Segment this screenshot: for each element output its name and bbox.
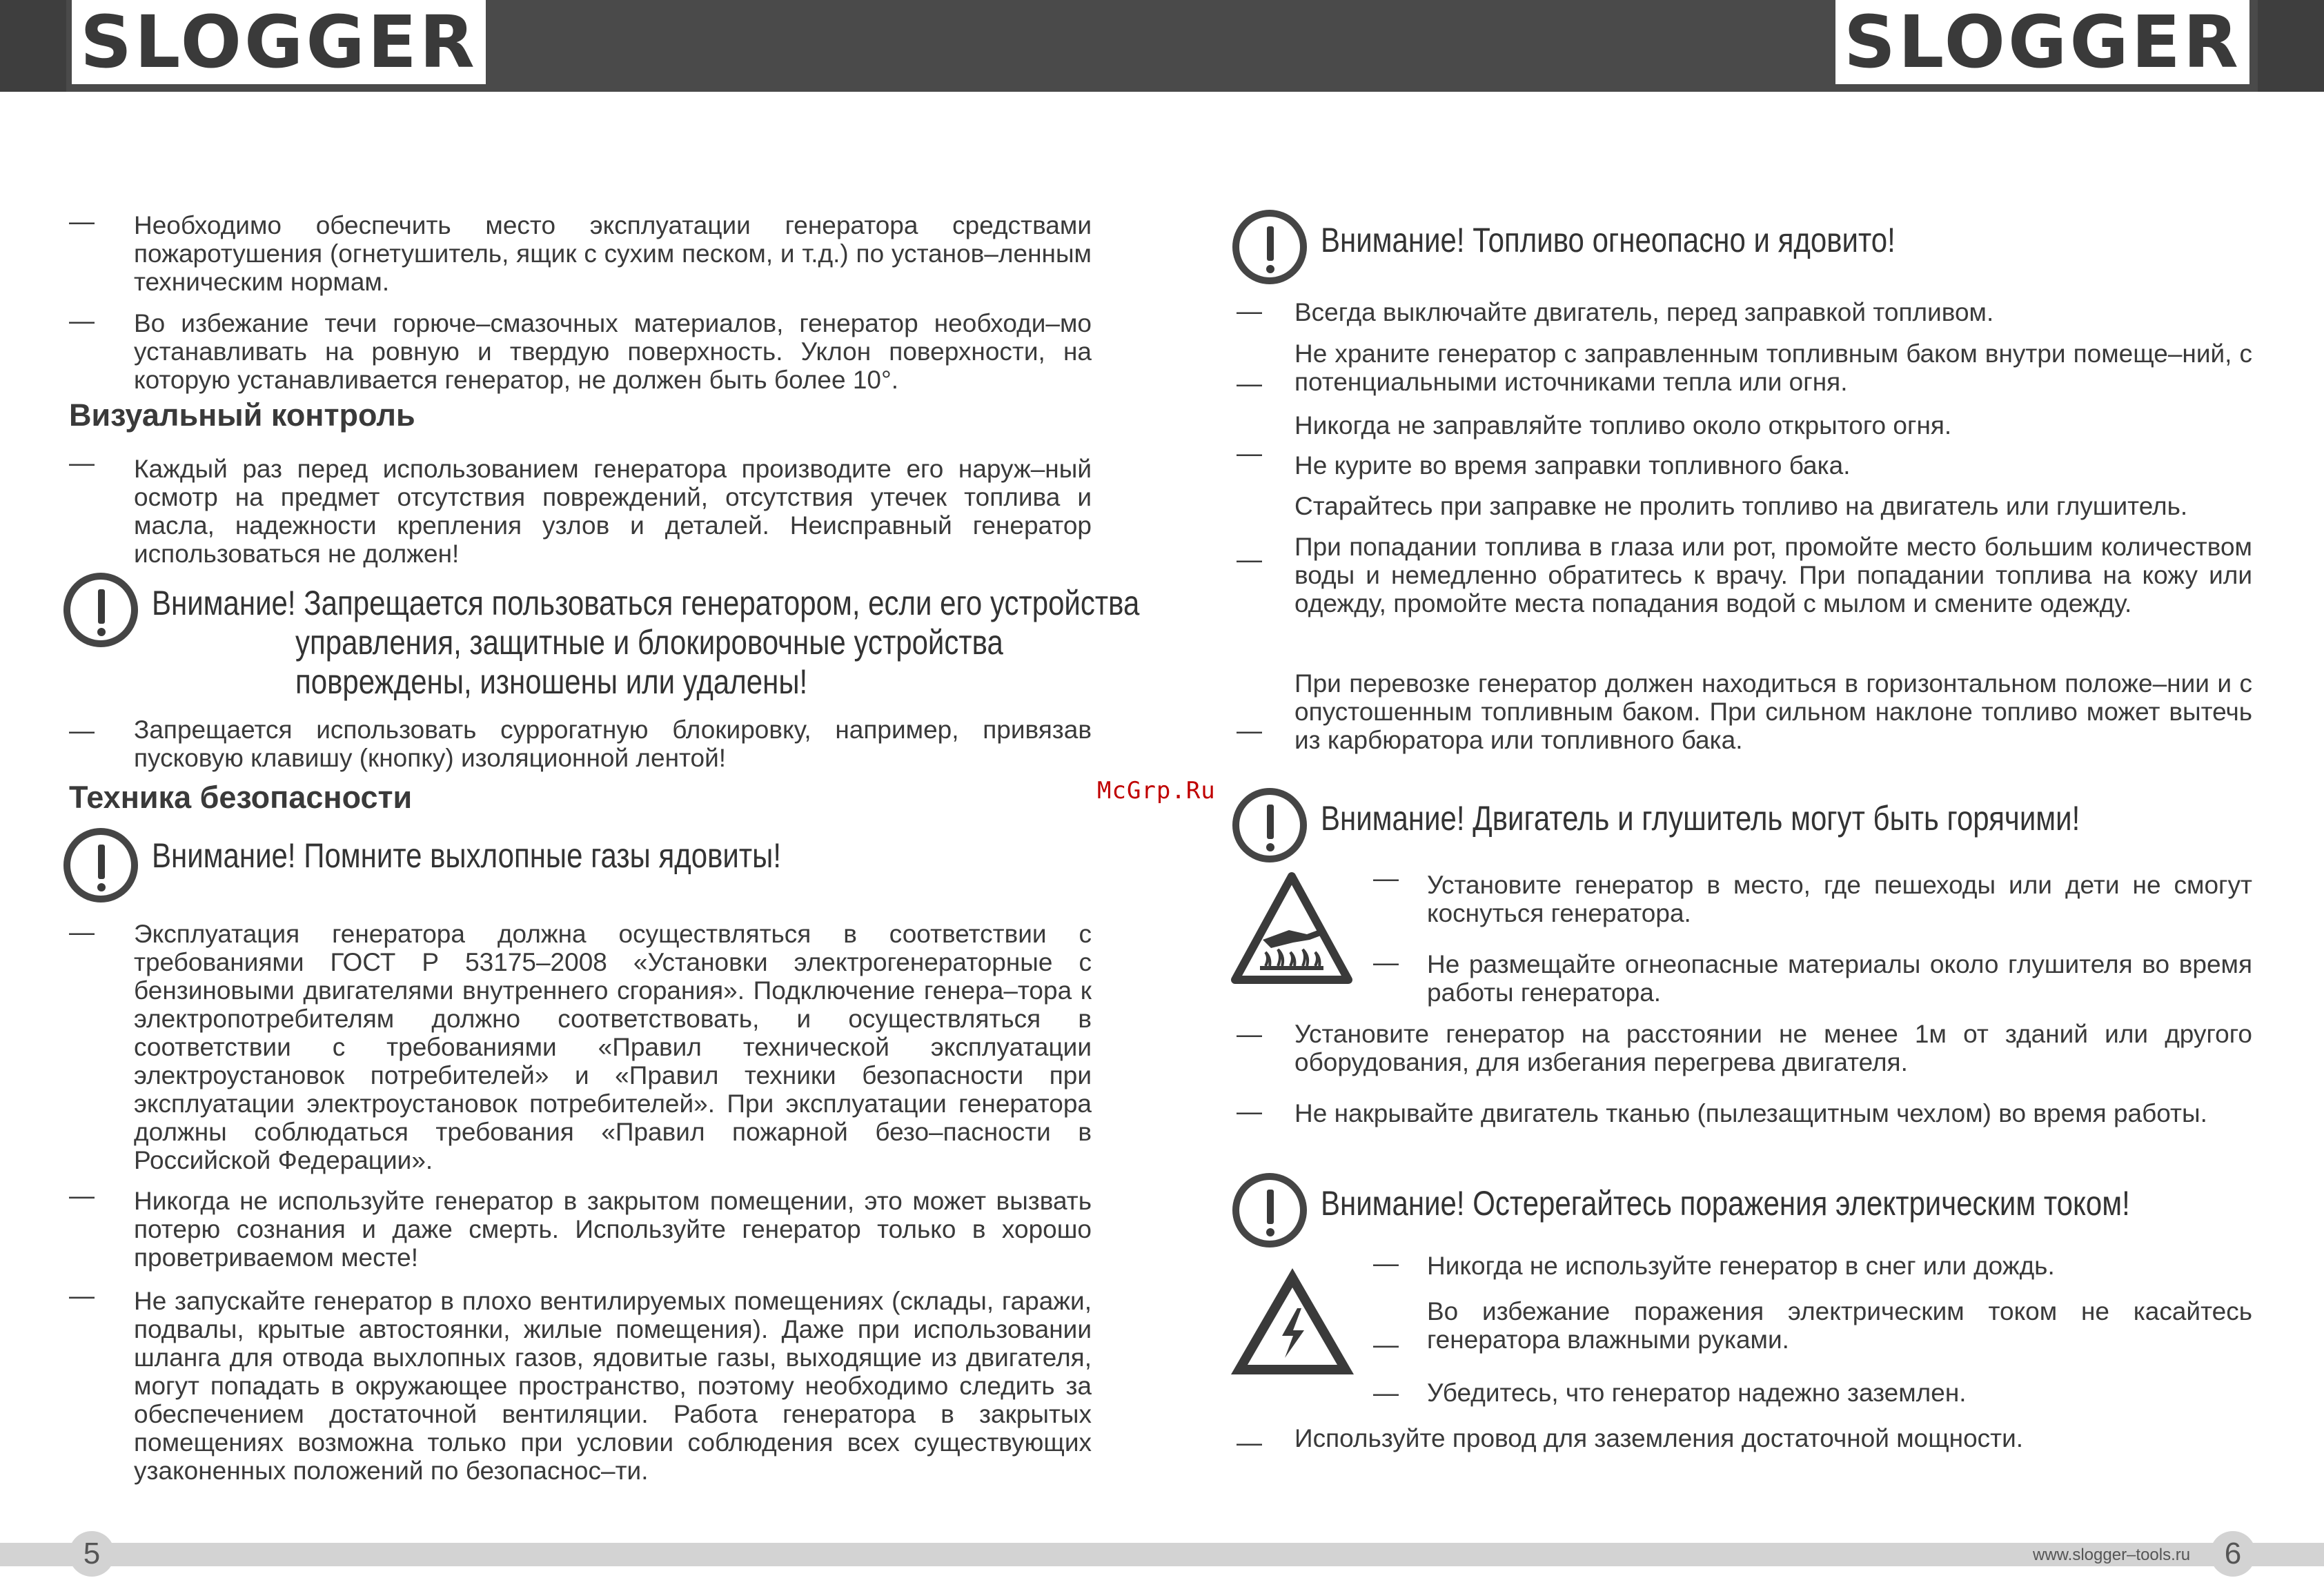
hot-surface-warning-icon bbox=[1230, 871, 1354, 987]
bullet-dash: — bbox=[1237, 716, 1262, 744]
bullet-dash: — bbox=[69, 1181, 95, 1210]
list-item: Во избежание поражения электрическим током не касайтесь генератора влажными руками. bbox=[1427, 1297, 2252, 1354]
bullet-dash: — bbox=[1237, 297, 1262, 325]
bullet-dash: — bbox=[1373, 1249, 1399, 1277]
watermark: McGrp.Ru bbox=[1097, 777, 1216, 805]
header-right-tab bbox=[2258, 0, 2324, 92]
electric-shock-warning-icon bbox=[1227, 1264, 1358, 1379]
logo-left: SLOGGER bbox=[72, 0, 486, 84]
list-item: При перевозке генератор должен находиться в горизонтальном положе–нии и с опустошенным топливным баком. При сильном наклоне топливо может вытечь из карбюратора или топливного бака. bbox=[1294, 669, 2252, 754]
bullet-dash: — bbox=[1373, 864, 1399, 892]
list-item: Необходимо обеспечить место эксплуатации генератора средствами пожаротушения (огнетушитель, ящик с сухим песком, и т.д.) по установ–ленным техническим нормам. bbox=[134, 211, 1092, 296]
bullet-dash: — bbox=[1237, 545, 1262, 573]
list-item: Никогда не заправляйте топливо около открытого огня. bbox=[1294, 411, 1952, 440]
bullet-dash: — bbox=[69, 918, 95, 946]
list-item: Во избежание течи горюче–смазочных материалов, генератор необходи–мо устанавливать на ровную и твердую поверхность. Уклон поверхности, на которую устанавливается генератор, не должен быть более 10°. bbox=[134, 309, 1092, 394]
header-bar bbox=[0, 0, 2324, 92]
bullet-dash: — bbox=[1373, 948, 1399, 976]
bullet-dash: — bbox=[69, 207, 95, 235]
bullet-dash: — bbox=[1237, 1097, 1262, 1125]
warning-icon bbox=[63, 828, 138, 903]
heading-safety: Техника безопасности bbox=[69, 780, 413, 815]
warning-icon bbox=[1232, 210, 1307, 284]
list-item: Никогда не используйте генератор в закрытом помещении, это может вызвать потерю сознания и даже смерть. Используйте генератор только в хорошо проветриваемом месте! bbox=[134, 1187, 1092, 1272]
list-item: Эксплуатация генератора должна осуществляться в соответствии с требованиями ГОСТ Р 53175–2008 «Установки электрогенераторные с бензиновыми двигателями внутреннего сгорания». Подключение генера–тора к электропотребителям должно соответствовать, и осуществляться в соответствии с требованиями «Правил технической эксплуатации электроустановок потребителей» и «Правил техники безопасности при эксплуатации электроустановок потребителей». При эксплуатации генератора должны соблюдаться требования «Правил пожарной безо–пасности в Российской Федерации». bbox=[134, 920, 1092, 1174]
page-number-right: 6 bbox=[2210, 1531, 2256, 1577]
list-item: Никогда не используйте генератор в снег или дождь. bbox=[1427, 1252, 2055, 1280]
logo-right: SLOGGER bbox=[1835, 0, 2249, 84]
bullet-dash: — bbox=[1373, 1379, 1399, 1407]
page-number-left: 5 bbox=[69, 1531, 115, 1577]
warning-title: Внимание! Двигатель и глушитель могут быть горячими! bbox=[1321, 799, 2080, 838]
bullet-dash: — bbox=[69, 306, 95, 335]
bullet-dash: — bbox=[1237, 369, 1262, 397]
list-item: Не запускайте генератор в плохо вентилируемых помещениях (склады, гаражи, подвалы, крытые автостоянки, жилые помещения). Даже при использовании шланга для отвода выхлопных газов, ядовитые газы, выходящие из двигателя, могут попадать в окружающее пространство, поэтому необходимо следить за обеспечением достаточной вентиляции. Работа генератора в закрытых помещениях возможна только при условии соблюдения всех существующих узаконенных положений по безопаснос–ти. bbox=[134, 1287, 1092, 1485]
list-item: Всегда выключайте двигатель, перед заправкой топливом. bbox=[1294, 298, 1994, 326]
warning-text: управления, защитные и блокировочные устройства bbox=[295, 623, 1003, 662]
bullet-dash: — bbox=[69, 1281, 95, 1310]
list-item: Каждый раз перед использованием генератора производите его наруж–ный осмотр на предмет отсутствия повреждений, отсутствия утечек топлива и масла, надежности крепления узлов и деталей. Неисправный генератор использоваться не должен! bbox=[134, 455, 1092, 568]
website-link[interactable]: www.slogger–tools.ru bbox=[2033, 1546, 2191, 1564]
warning-icon bbox=[1232, 1173, 1307, 1247]
bullet-dash: — bbox=[1237, 1428, 1262, 1457]
list-item: Запрещается использовать суррогатную блокировку, например, привязав пусковую клавишу (кнопку) изоляционной лентой! bbox=[134, 716, 1092, 772]
bullet-dash: — bbox=[1237, 439, 1262, 467]
list-item: Установите генератор на расстоянии не менее 1м от зданий или другого оборудования, для избегания перегрева двигателя. bbox=[1294, 1020, 2252, 1076]
list-item: Не курите во время заправки топливного бака. bbox=[1294, 451, 1851, 480]
warning-title: Внимание! Запрещается пользоваться генератором, если его устройства bbox=[152, 584, 1140, 622]
warning-title: Внимание! Остерегайтесь поражения электрическим током! bbox=[1321, 1184, 2130, 1223]
bullet-dash: — bbox=[69, 448, 95, 477]
bullet-dash: — bbox=[1373, 1330, 1399, 1359]
list-item: Старайтесь при заправке не пролить топливо на двигатель или глушитель. bbox=[1294, 492, 2188, 520]
list-item: Установите генератор в место, где пешеходы или дети не смогут коснуться генератора. bbox=[1427, 871, 2252, 927]
list-item: Убедитесь, что генератор надежно заземлен. bbox=[1427, 1379, 1967, 1407]
warning-title: Внимание! Топливо огнеопасно и ядовито! bbox=[1321, 221, 1895, 259]
heading-visual-control: Визуальный контроль bbox=[69, 397, 415, 433]
list-item: Не храните генератор с заправленным топливным баком внутри помеще–ний, с потенциальными источниками тепла или огня. bbox=[1294, 339, 2252, 396]
bullet-dash: — bbox=[69, 716, 95, 744]
warning-icon bbox=[1232, 788, 1307, 862]
footer-bar bbox=[0, 1543, 2324, 1566]
list-item: Используйте провод для заземления достаточной мощности. bbox=[1294, 1424, 2024, 1452]
header-left-tab bbox=[0, 0, 66, 92]
warning-title: Внимание! Помните выхлопные газы ядовиты! bbox=[152, 836, 781, 875]
warning-icon bbox=[63, 573, 138, 647]
warning-text: повреждены, изношены или удалены! bbox=[295, 662, 808, 701]
list-item: Не накрывайте двигатель тканью (пылезащитным чехлом) во время работы. bbox=[1294, 1099, 2207, 1127]
list-item: При попадании топлива в глаза или рот, промойте место большим количеством воды и немедленно обратитесь к врачу. При попадании топлива на кожу или одежду, промойте места попадания водой с мылом и смените одежду. bbox=[1294, 533, 2252, 618]
bullet-dash: — bbox=[1237, 1020, 1262, 1048]
list-item: Не размещайте огнеопасные материалы около глушителя во время работы генератора. bbox=[1427, 950, 2252, 1007]
